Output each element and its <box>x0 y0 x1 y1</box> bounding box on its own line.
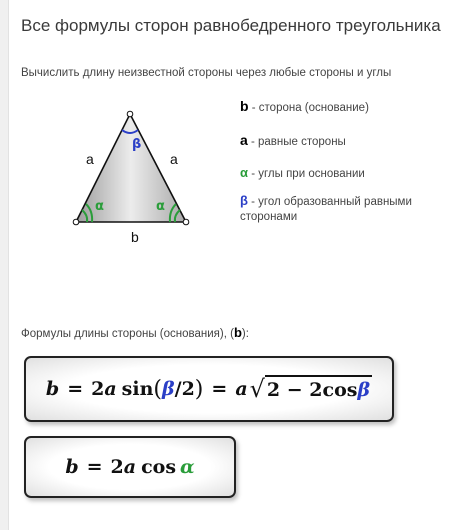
legend-item-beta <box>240 193 430 225</box>
f1-eq1: = <box>67 378 84 400</box>
f1-open: ( <box>153 376 162 402</box>
page-title: Все формулы сторон равнобедренного треугольника <box>21 16 441 35</box>
f2-coef: 2 <box>110 456 124 478</box>
f2-func: cos <box>141 456 177 478</box>
legend-item-b <box>240 99 369 116</box>
f1-beta: β <box>162 378 175 400</box>
formula-box-2 <box>24 436 236 498</box>
legend-text-b: - сторона (основание) <box>248 102 369 114</box>
formulas-caption <box>21 325 249 340</box>
f1-eq2: = <box>211 378 228 400</box>
legend-symbol-a: a <box>240 132 248 148</box>
f1-root-inner: 2 − 2cos <box>266 379 358 401</box>
legend-item-alpha <box>240 165 365 182</box>
f2-lhs: b <box>65 456 79 478</box>
sqrt-radical-icon: √ <box>249 375 265 403</box>
legend-symbol-b: b <box>240 98 249 114</box>
f1-div: /2 <box>174 378 195 400</box>
left-scroll-strip <box>0 0 9 530</box>
legend-text-beta: - угол образованный равными сторонами <box>240 196 412 223</box>
legend-symbol-alpha: α <box>240 165 248 180</box>
side-label-bottom: b <box>131 229 139 245</box>
legend-text-alpha: - углы при основании <box>248 168 365 180</box>
caption-prefix: Формулы длины стороны (основания), ( <box>21 328 234 340</box>
f1-a1: a <box>104 378 117 400</box>
vertex-right <box>183 219 189 225</box>
legend-symbol-beta: β <box>240 193 248 208</box>
f1-lhs: b <box>45 378 60 400</box>
f1-close: ) <box>194 376 204 402</box>
f2-a: a <box>123 456 137 478</box>
legend-item-a <box>240 133 346 150</box>
formula-box-1 <box>24 356 394 422</box>
side-label-left: a <box>86 151 94 167</box>
page-subtitle: Вычислить длину неизвестной стороны через любые стороны и углы <box>21 67 392 79</box>
caption-symbol: b <box>233 325 242 340</box>
triangle-shape <box>76 114 186 222</box>
triangle-diagram <box>60 100 210 230</box>
f1-beta2: β <box>357 379 371 401</box>
vertex-top <box>127 111 133 117</box>
f1-a2: a <box>235 378 248 400</box>
angle-label-alpha-left: α <box>95 199 104 214</box>
vertex-left <box>73 219 79 225</box>
f2-eq: = <box>86 456 103 478</box>
angle-label-alpha-right: α <box>156 199 165 214</box>
f1-root-content <box>265 375 372 403</box>
f1-sqrt <box>250 375 372 403</box>
f1-func: sin <box>121 378 154 400</box>
f2-alpha: α <box>180 456 195 478</box>
caption-suffix: ): <box>241 328 249 340</box>
side-label-right: a <box>170 151 178 167</box>
angle-label-beta: β <box>132 137 142 152</box>
legend-text-a: - равные стороны <box>247 136 346 148</box>
f1-coef: 2 <box>91 378 105 400</box>
